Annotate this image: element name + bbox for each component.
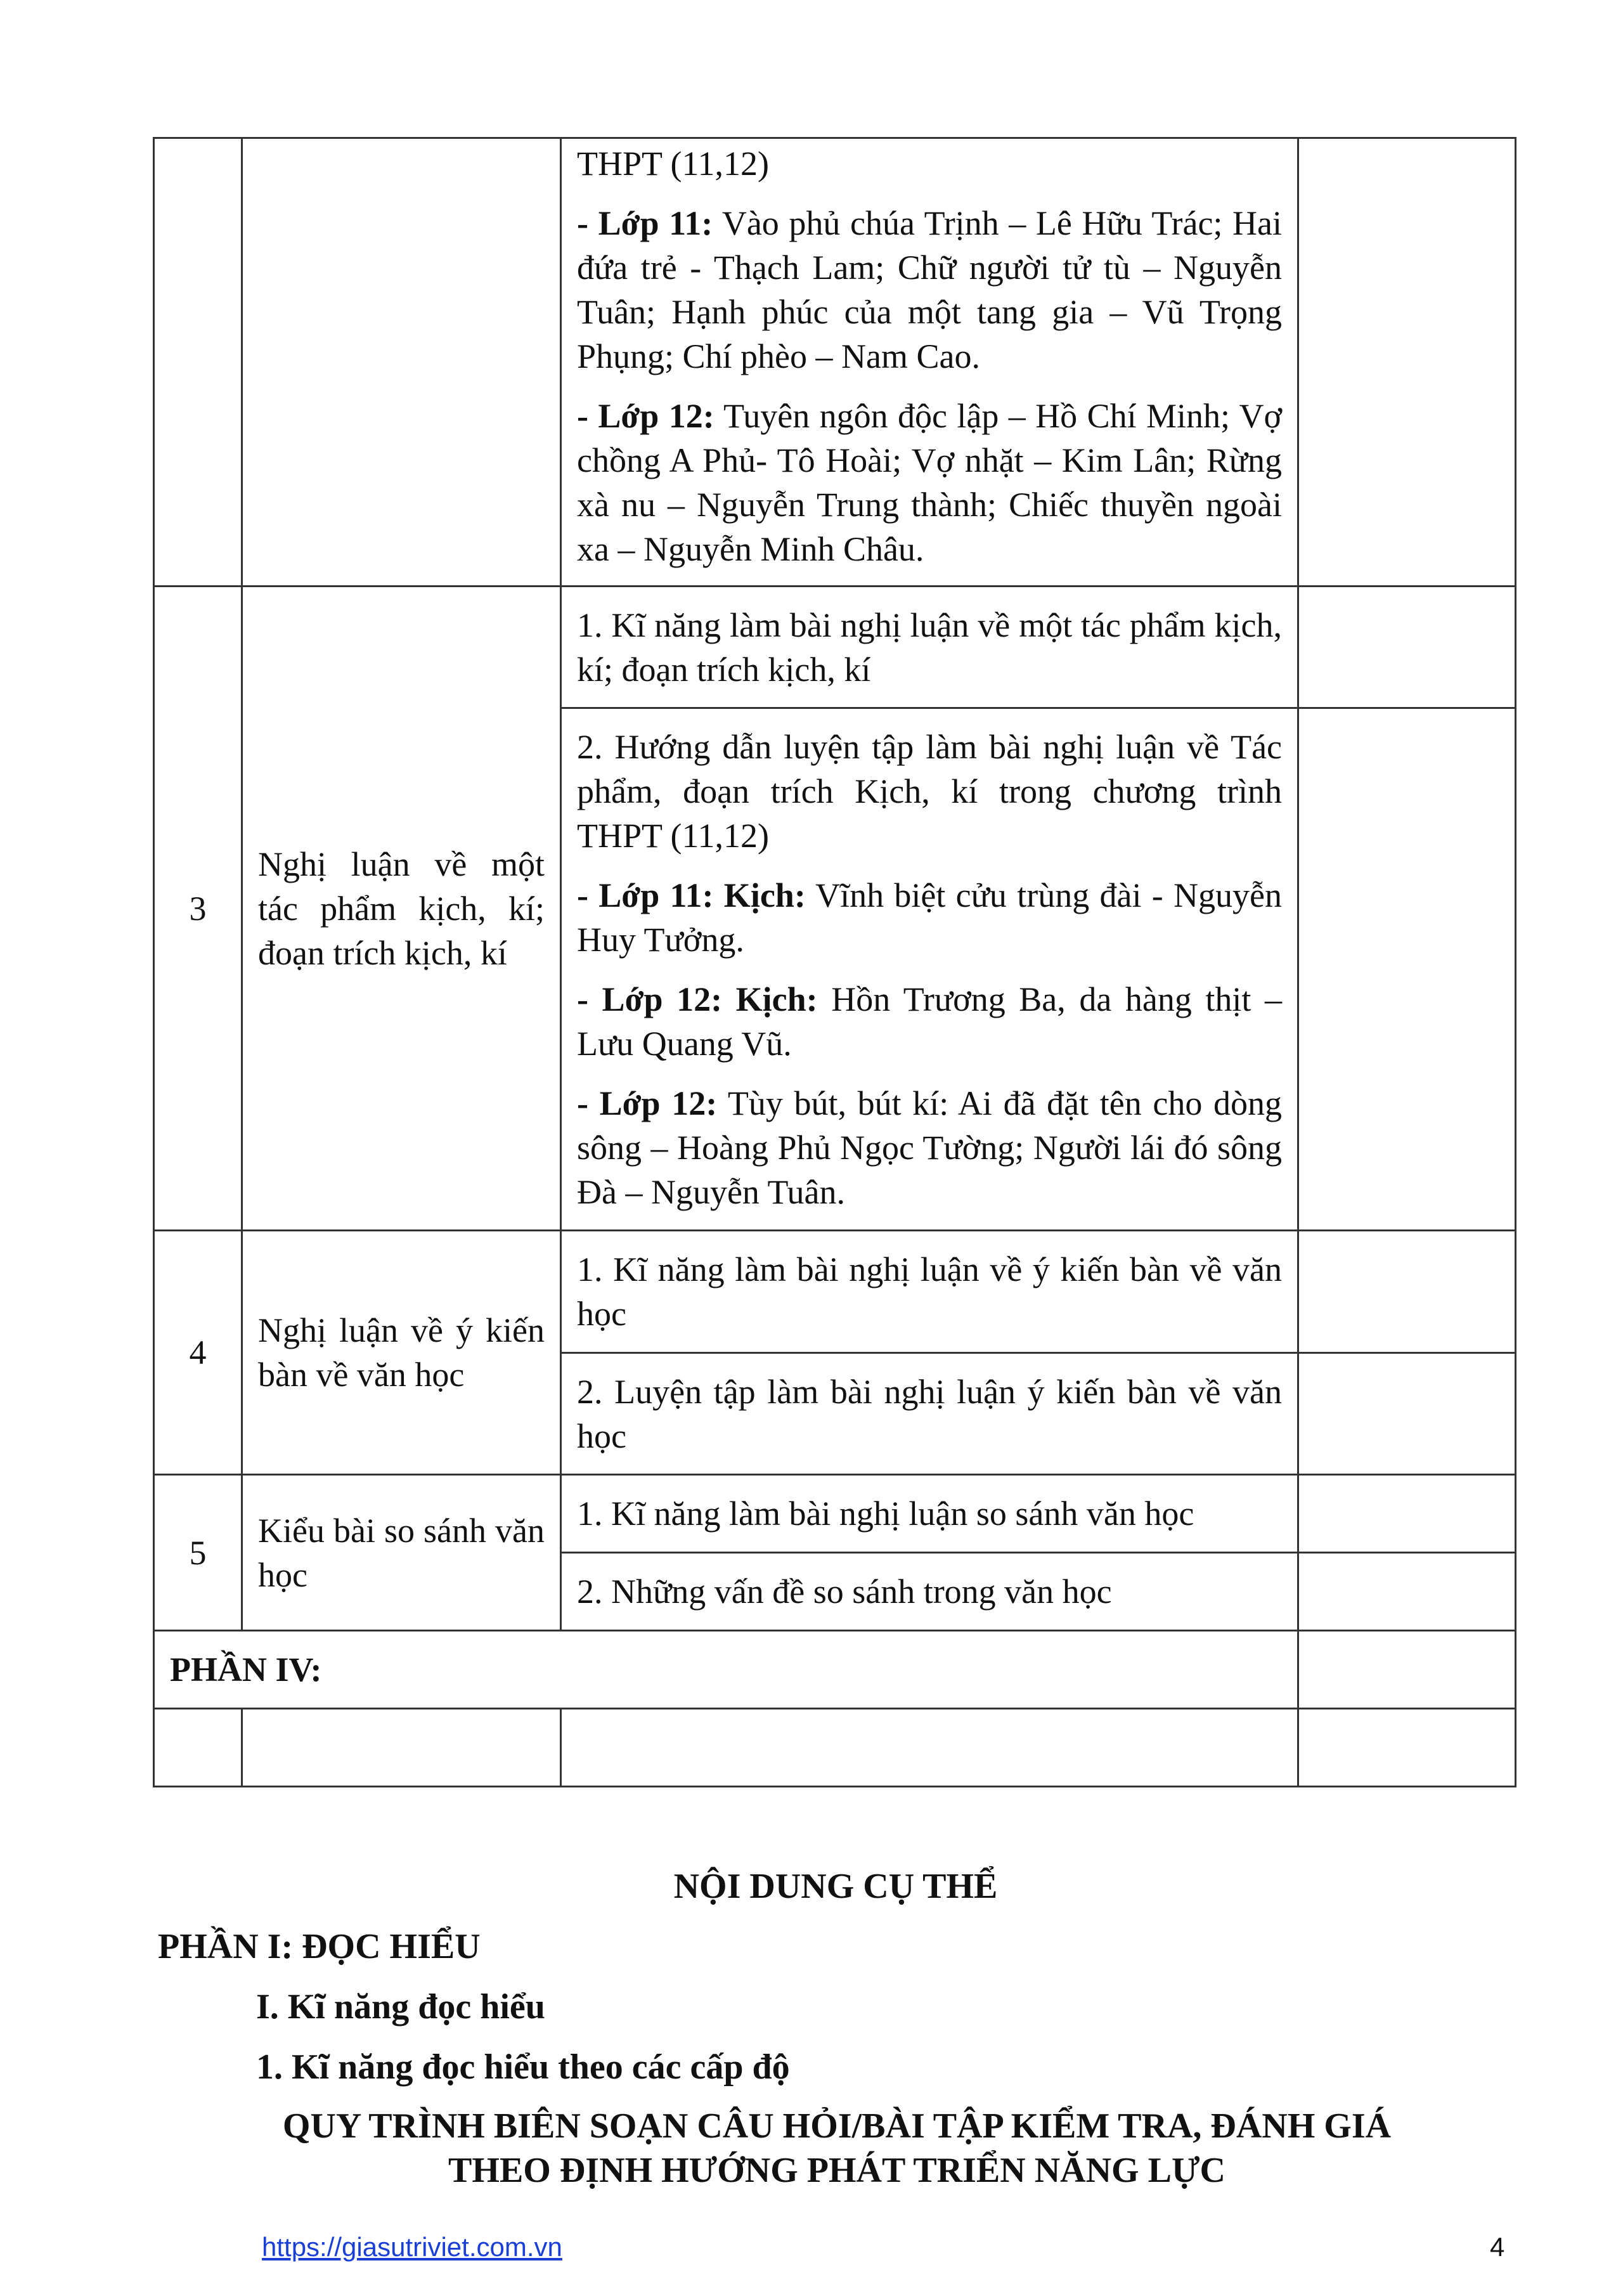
notes-cell	[1298, 1475, 1516, 1553]
content-paragraph: - Lớp 11: Kịch: Vĩnh biệt cửu trùng đài - Nguyễn Huy Tưởng.	[577, 876, 1282, 959]
content-title: NỘI DUNG CỤ THỂ	[673, 1867, 998, 1906]
notes-cell	[1298, 1231, 1516, 1353]
row-number-cell: 3	[154, 587, 242, 1231]
content-paragraph: - Lớp 12: Tùy bút, bút kí: Ai đã đặt tên cho dòng sông – Hoàng Phủ Ngọc Tường; Người lái đó sông Đà – Nguyễn Tuân.	[577, 1084, 1283, 1211]
section1-heading: I. Kĩ năng đọc hiểu	[256, 1987, 545, 2027]
table-row	[154, 1231, 1516, 1353]
table-row	[154, 587, 1516, 708]
content-paragraph: 2. Hướng dẫn luyện tập làm bài nghị luận về Tác phẩm, đoạn trích Kịch, kí trong chương trình THPT (11,12)	[577, 727, 1282, 855]
topic-cell: Nghị luận về một tác phẩm kịch, kí; đoạn trích kịch, kí	[242, 587, 561, 1231]
content-paragraph: - Lớp 12: Tuyên ngôn độc lập – Hồ Chí Minh; Vợ chồng A Phủ- Tô Hoài; Vợ nhặt – Kim Lân; Rừng xà nu – Nguyễn Trung thành; Chiếc thuyền ngoài xa – Nguyễn Minh Châu.	[577, 397, 1282, 568]
content-cell	[561, 708, 1298, 1231]
row-number-cell: 5	[154, 1475, 242, 1631]
content-cell	[561, 1709, 1298, 1787]
notes-cell	[1298, 138, 1516, 587]
topic-cell: Kiểu bài so sánh văn học	[242, 1475, 561, 1631]
topic-cell	[242, 138, 561, 587]
process-heading-line2: THEO ĐỊNH HƯỚNG PHÁT TRIỂN NĂNG LỰC	[448, 2151, 1225, 2190]
content-line: THPT (11,12)	[577, 145, 769, 183]
page-number: 4	[1490, 2232, 1505, 2262]
table-row	[154, 1475, 1516, 1553]
table-row-part4	[154, 1631, 1516, 1709]
notes-cell	[1298, 1709, 1516, 1787]
process-heading-line1: QUY TRÌNH BIÊN SOẠN CÂU HỎI/BÀI TẬP KIỂM TRA, ĐÁNH GIÁ	[282, 2106, 1392, 2146]
content-cell: 1. Kĩ năng làm bài nghị luận về một tác phẩm kịch, kí; đoạn trích kịch, kí	[561, 587, 1298, 708]
notes-cell	[1298, 1553, 1516, 1631]
content-paragraph: - Lớp 12: Kịch: Hồn Trương Ba, da hàng thịt –Lưu Quang Vũ.	[577, 980, 1283, 1063]
content-paragraph: - Lớp 11: Vào phủ chúa Trịnh – Lê Hữu Trác; Hai đứa trẻ - Thạch Lam; Chữ người tử tù – Nguyễn Tuân; Hạnh phúc của một tang gia – Vũ Trọng Phụng; Chí phèo – Nam Cao.	[577, 204, 1283, 375]
row-number-cell	[154, 138, 242, 587]
table-row-continued	[154, 138, 1516, 587]
content-cell: 1. Kĩ năng làm bài nghị luận về ý kiến bàn về văn học	[561, 1231, 1298, 1353]
curriculum-table	[153, 137, 1516, 1787]
topic-cell	[242, 1709, 561, 1787]
content-cell: 1. Kĩ năng làm bài nghị luận so sánh văn học	[561, 1475, 1298, 1553]
notes-cell	[1298, 708, 1516, 1231]
part1-heading: PHẦN I: ĐỌC HIỂU	[158, 1927, 481, 1966]
footer-website-link[interactable]: https://giasutriviet.com.vn	[262, 2232, 562, 2262]
content-cell: 2. Những vấn đề so sánh trong văn học	[561, 1553, 1298, 1631]
part4-label: PHẦN IV:	[154, 1631, 1298, 1709]
row-number-cell: 4	[154, 1231, 242, 1475]
subsection1-heading: 1. Kĩ năng đọc hiểu theo các cấp độ	[256, 2047, 790, 2087]
notes-cell	[1298, 587, 1516, 708]
notes-cell	[1298, 1353, 1516, 1475]
content-cell: 2. Luyện tập làm bài nghị luận ý kiến bàn về văn học	[561, 1353, 1298, 1475]
table-row-empty	[154, 1709, 1516, 1787]
topic-cell: Nghị luận về ý kiến bàn về văn học	[242, 1231, 561, 1475]
row-number-cell	[154, 1709, 242, 1787]
notes-cell	[1298, 1631, 1516, 1709]
content-cell	[561, 138, 1298, 587]
